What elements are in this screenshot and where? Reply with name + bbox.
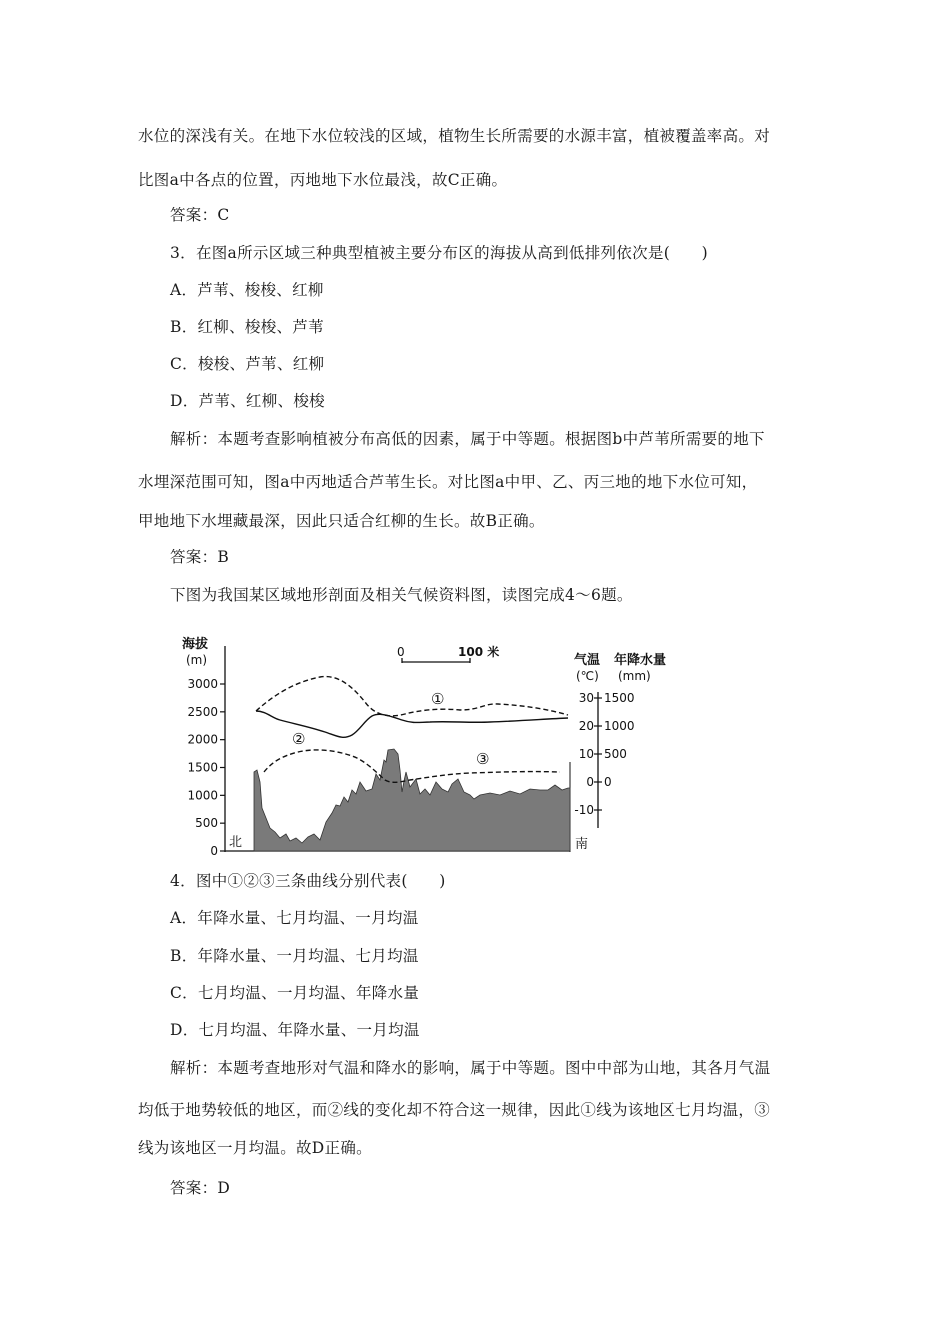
north-label: 北 [229, 835, 243, 850]
precipitation-tick-label: 500 [604, 747, 627, 761]
text-line-1: 水位的深浅有关。在地下水位较浅的区域，植物生长所需要的水源丰富，植被覆盖率高。对 [138, 127, 771, 145]
option-4a: A．年降水量、七月均温、一月均温 [170, 909, 419, 927]
curve-label-1: ① [431, 690, 445, 708]
option-4d: D．七月均温、年降水量、一月均温 [170, 1021, 420, 1039]
answer-4: 答案：D [170, 1179, 231, 1197]
temperature-tick-label: -10 [574, 803, 594, 817]
elevation-tick-label: 1500 [187, 760, 218, 775]
south-label: 南 [575, 837, 589, 852]
temperature-label: 气温 [574, 653, 601, 668]
temperature-tick-label: 0 [586, 775, 594, 789]
analysis-4-line-1: 解析：本题考查地形对气温和降水的影响，属于中等题。图中中部为山地，其各月气温 [170, 1059, 771, 1077]
precipitation-tick-label: 1500 [604, 691, 635, 705]
curve-label-2: ② [292, 730, 306, 748]
elevation-tick-label: 500 [195, 816, 218, 831]
option-4b: B．年降水量、一月均温、七月均温 [170, 947, 419, 965]
analysis-4-line-3: 线为该地区一月均温。故D正确。 [138, 1139, 372, 1157]
text-line-2: 比图a中各点的位置，丙地地下水位最浅，故C正确。 [138, 171, 508, 189]
temperature-tick-label: 30 [578, 691, 594, 705]
question-4: 4．图中①②③三条曲线分别代表( ) [170, 872, 446, 890]
precipitation-tick-label: 0 [604, 775, 612, 789]
analysis-3-line-1: 解析：本题考查影响植被分布高低的因素，属于中等题。根据图b中芦苇所需要的地下 [170, 430, 765, 448]
scale-label: 100 米 [458, 645, 500, 659]
option-3c: C．梭梭、芦苇、红柳 [170, 355, 325, 373]
option-3a: A．芦苇、梭梭、红柳 [170, 281, 324, 299]
temperature-tick-label: 10 [578, 747, 594, 761]
analysis-4-line-2: 均低于地势较低的地区，而②线的变化却不符合这一规律，因此①线为该地区七月均温，③ [138, 1101, 771, 1119]
question-3: 3．在图a所示区域三种典型植被主要分布区的海拔从高到低排列依次是( ) [170, 244, 708, 262]
answer-3: 答案：B [170, 548, 230, 566]
precipitation-tick-label: 1000 [604, 719, 635, 733]
precipitation-unit: (mm) [618, 669, 651, 683]
elevation-tick-label: 2500 [187, 704, 218, 719]
elevation-label: 海拔 [182, 637, 209, 652]
figure-intro: 下图为我国某区域地形剖面及相关气候资料图，读图完成4～6题。 [170, 586, 633, 604]
option-3d: D．芦苇、红柳、梭梭 [170, 392, 325, 410]
precipitation-label: 年降水量 [614, 653, 667, 668]
elevation-tick-label: 0 [210, 844, 218, 858]
temperature-tick-label: 20 [578, 719, 594, 733]
terrain-profile-svg [180, 632, 680, 858]
option-3b: B．红柳、梭梭、芦苇 [170, 318, 324, 336]
scale-zero: 0 [397, 645, 405, 659]
analysis-3-line-2: 水埋深范围可知，图a中丙地适合芦苇生长。对比图a中甲、乙、丙三地的地下水位可知， [138, 473, 758, 491]
terrain-climate-figure [180, 632, 680, 858]
elevation-tick-label: 2000 [187, 732, 218, 747]
option-4c: C．七月均温、一月均温、年降水量 [170, 984, 420, 1002]
answer-2: 答案：C [170, 206, 230, 224]
analysis-3-line-3: 甲地地下水埋藏最深，因此只适合红柳的生长。故B正确。 [138, 512, 545, 530]
temperature-unit: (℃) [576, 669, 599, 683]
curve-label-3: ③ [476, 750, 490, 768]
elevation-tick-label: 1000 [187, 788, 218, 803]
elevation-tick-label: 3000 [187, 677, 218, 691]
elevation-unit: (m) [186, 653, 208, 667]
